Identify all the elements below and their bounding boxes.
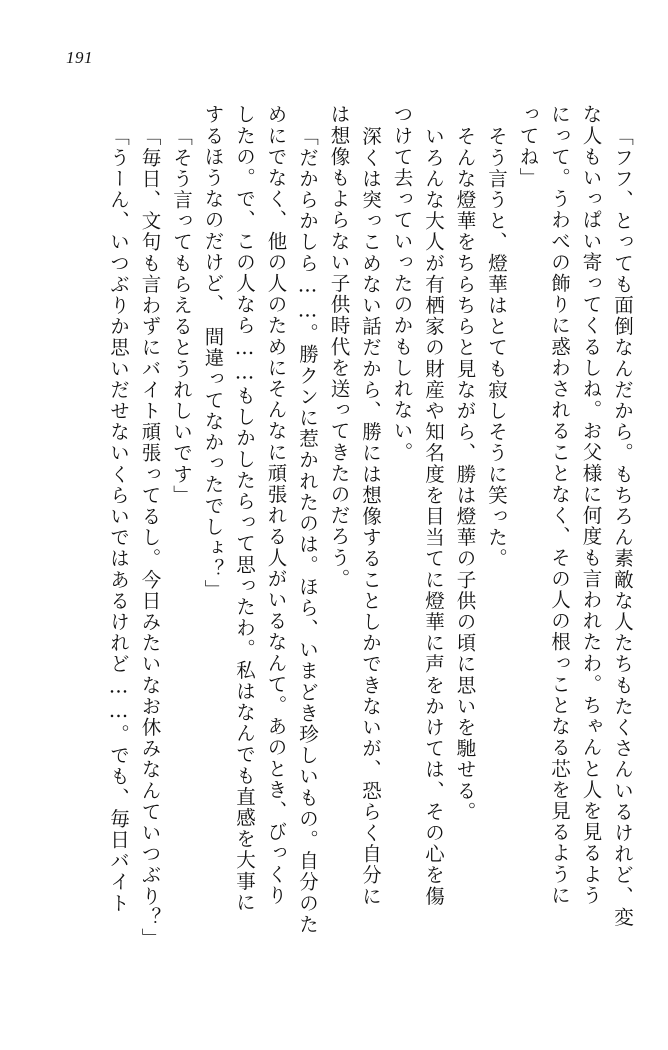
text-column: 「うーん、いつぶりか思いだせないくらいではあるけれど……。でも、毎日バイト <box>107 126 130 914</box>
text-column: な人もいっぱい寄ってくるしね。お父様に何度も言われたわ。ちゃんと人を見るよう <box>579 104 603 906</box>
text-column: いろんな大人が有栖家の財産や知名度を目当てに燈華に声をかけては、その心を傷 <box>422 126 445 907</box>
text-column: するほうなのだけど、 間違ってなかったでしょ？」 <box>201 104 225 601</box>
text-column: 「だからかしら……。勝クンに惹かれたのは。ほら、いまどき珍しいもの。自分のた <box>296 126 319 935</box>
page-number: 191 <box>66 48 93 67</box>
vertical-text-body <box>36 104 632 1014</box>
text-column: つけて去っていったのかもしれない。 <box>390 104 414 463</box>
text-column: めにでなく、他の人のためにそんなに頑張れる人がいるなんて。あのとき、びっくり <box>264 104 288 906</box>
text-column: したの。で、この人なら……もしかしたらって思ったわ。私はなんでも直感を大事に <box>233 104 256 913</box>
text-column: ってね」 <box>516 104 540 189</box>
text-column: そう言うと、燈華はとても寂しそうに笑った。 <box>485 126 508 570</box>
text-column: 「フフ、とっても面倒なんだから。もちろん素敵な人たちもたくさんいるけれど、変 <box>611 126 634 928</box>
text-column: 「そう言ってもらえるとうれしいです」 <box>170 126 193 506</box>
text-column: にって。うわべの飾りに惑わされることなく、その人の根っことなる芯を見るように <box>548 104 571 906</box>
text-column: そんな燈華をちらちらと見ながら、勝は燈華の子供の頃に思いを馳せる。 <box>453 126 477 823</box>
text-column: 「毎日、文句も言わずにバイト頑張ってるし。今日みたいなお休みなんていつぶり？」 <box>138 126 162 949</box>
text-column: 深くは突っこめない話だから、勝には想像することしかできないが、恐らく自分に <box>359 126 382 907</box>
text-column: は想像もよらない子供時代を送ってきたのだろう。 <box>327 104 351 590</box>
